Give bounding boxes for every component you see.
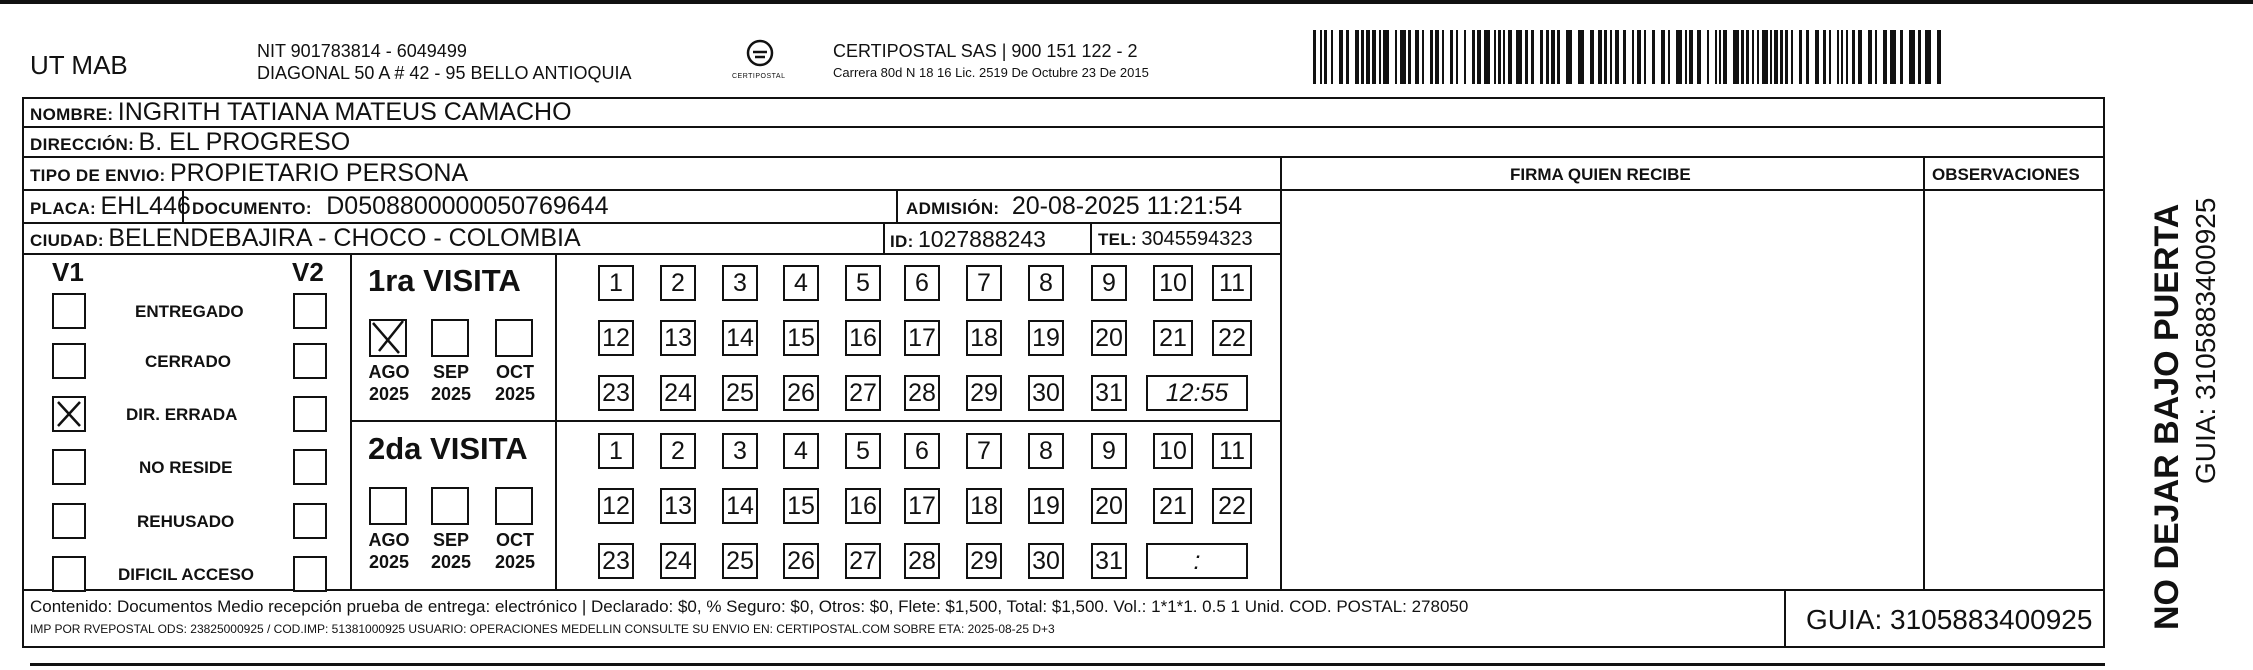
barcode-bar	[1841, 30, 1843, 84]
address-line: DIAGONAL 50 A # 42 - 95 BELLO ANTIOQUIA	[257, 63, 632, 83]
certipostal-logo	[728, 36, 792, 86]
status-v1-checkbox[interactable]	[52, 293, 86, 329]
barcode-bar	[1685, 30, 1687, 84]
visit2-day-box[interactable]: 10	[1153, 433, 1193, 469]
visit2-month-checkbox[interactable]	[495, 487, 533, 525]
visit2-day-box[interactable]: 27	[845, 543, 881, 579]
visit2-day-box[interactable]: 20	[1091, 488, 1127, 524]
barcode-bar	[1604, 30, 1607, 84]
barcode-bar	[1806, 30, 1809, 84]
visit1-year-label: 2025	[494, 384, 536, 404]
visit2-month-label: OCT	[496, 530, 534, 550]
visit2-month-label: SEP	[432, 530, 470, 550]
barcode-bar	[1823, 30, 1826, 84]
barcode	[1313, 30, 1943, 84]
barcode-bar	[1661, 30, 1665, 84]
visit1-day-box[interactable]: 10	[1153, 265, 1193, 301]
documento-value: D0508800000050769644	[326, 192, 609, 220]
barcode-bar	[1320, 30, 1322, 84]
visit2-year-label: 2025	[494, 552, 536, 572]
barcode-bar	[1774, 30, 1778, 84]
visit1-day-box[interactable]: 6	[904, 265, 940, 301]
barcode-bar	[1890, 30, 1896, 84]
barcode-bar	[1361, 30, 1364, 84]
row-line-3	[22, 189, 2105, 191]
barcode-bar	[1623, 30, 1626, 84]
id-value: 1027888243	[918, 226, 1046, 252]
barcode-bar	[1464, 30, 1466, 84]
visit1-day-box[interactable]: 31	[1091, 375, 1127, 411]
frame-left	[22, 97, 24, 648]
barcode-bar	[1339, 30, 1343, 84]
nombre-value: INGRITH TATIANA MATEUS CAMACHO	[117, 98, 572, 126]
visit1-day-box[interactable]: 16	[845, 320, 881, 356]
barcode-bar	[1313, 30, 1316, 84]
admision-label: ADMISIÓN:	[906, 199, 1000, 218]
admision-value: 20-08-2025 11:21:54	[1011, 192, 1243, 220]
visit1-day-box[interactable]: 22	[1212, 320, 1252, 356]
visit1-day-box[interactable]: 28	[904, 375, 940, 411]
barcode-bar	[1578, 30, 1584, 84]
visit2-title: 2da VISITA	[368, 431, 528, 466]
check-mark-icon	[369, 317, 413, 357]
visit2-day-box[interactable]: 3	[722, 433, 758, 469]
frame-right	[2103, 97, 2105, 648]
visit2-day-box[interactable]: 8	[1028, 433, 1064, 469]
visit1-time-box[interactable]: 12:55	[1146, 375, 1248, 411]
barcode-bar	[1472, 30, 1475, 84]
visit2-month-label: AGO	[368, 530, 410, 550]
visit2-day-box[interactable]: 13	[660, 488, 696, 524]
visit1-day-box[interactable]: 19	[1028, 320, 1064, 356]
barcode-bar	[1733, 30, 1739, 84]
barcode-bar	[1723, 30, 1727, 84]
barcode-bar	[1383, 30, 1389, 84]
visit1-day-box[interactable]: 29	[966, 375, 1002, 411]
visit2-day-box[interactable]: 5	[845, 433, 881, 469]
barcode-bar	[1746, 30, 1749, 84]
barcode-bar	[1757, 30, 1759, 84]
barcode-bar	[1791, 30, 1793, 84]
visit2-day-box[interactable]: 6	[904, 433, 940, 469]
col-obs-left	[1923, 156, 1925, 590]
barcode-bar	[1637, 30, 1641, 84]
barcode-bar	[1715, 30, 1717, 84]
visit2-day-box[interactable]: 24	[660, 543, 696, 579]
visit1-day-box[interactable]: 24	[660, 375, 696, 411]
row-line-2	[22, 156, 2105, 158]
visit2-day-box[interactable]: 4	[783, 433, 819, 469]
barcode-bar	[1937, 30, 1941, 84]
row-line-footer	[22, 589, 2105, 591]
visit2-day-box[interactable]: 11	[1212, 433, 1252, 469]
visit2-day-box[interactable]: 29	[966, 543, 1002, 579]
visit1-day-box[interactable]: 15	[783, 320, 819, 356]
visit1-day-box[interactable]: 30	[1028, 375, 1064, 411]
visit1-day-box[interactable]: 18	[966, 320, 1002, 356]
visit1-month-checkbox[interactable]	[431, 319, 469, 357]
col-tel-sep	[1090, 222, 1092, 254]
barcode-bar	[1925, 30, 1931, 84]
barcode-bar	[1435, 30, 1439, 84]
visit1-day-box[interactable]: 7	[966, 265, 1002, 301]
status-option-label: NO RESIDE	[139, 458, 233, 477]
col-admision-sep	[896, 189, 898, 223]
visit1-month-checkbox[interactable]	[369, 319, 407, 357]
side-warning: NO DEJAR BAJO PUERTA	[2148, 203, 2186, 630]
documento-label: DOCUMENTO:	[192, 199, 312, 218]
imp-line: IMP POR RVEPOSTAL ODS: 23825000925 / COD.IMP: 51381000925 USUARIO: OPERACIONES MEDELLIN CONSULTE SU ENVIO EN: CERTIPOSTAL.COM SOBRE ETA: 2025-08-25 D+3	[30, 622, 1055, 636]
visit2-day-box[interactable]: 16	[845, 488, 881, 524]
status-v1-checkbox[interactable]	[52, 396, 86, 432]
status-option-label: DIR. ERRADA	[126, 405, 238, 424]
barcode-bar	[1355, 30, 1359, 84]
visit1-day-box[interactable]: 17	[904, 320, 940, 356]
logo-caption: CERTIPOSTAL	[732, 73, 786, 80]
visit2-day-box[interactable]: 31	[1091, 543, 1127, 579]
barcode-bar	[1644, 30, 1646, 84]
barcode-bar	[1503, 30, 1505, 84]
status-option-label: ENTREGADO	[135, 302, 244, 321]
status-v2-checkbox[interactable]	[293, 396, 327, 432]
visit1-year-label: 2025	[430, 384, 472, 404]
barcode-bar	[1707, 30, 1709, 84]
visit2-day-box[interactable]: 1	[598, 433, 634, 469]
visit1-month-label: OCT	[496, 362, 534, 382]
barcode-bar	[1346, 30, 1349, 84]
status-v1-checkbox[interactable]	[52, 449, 86, 485]
col-id-sep	[883, 222, 885, 254]
barcode-bar	[1846, 30, 1848, 84]
barcode-bar	[1450, 30, 1453, 84]
visit2-day-box[interactable]: 22	[1212, 488, 1252, 524]
visit2-day-box[interactable]: 2	[660, 433, 696, 469]
visit1-day-box[interactable]: 1	[598, 265, 634, 301]
barcode-bar	[1498, 30, 1501, 84]
bottom-rule	[30, 663, 2105, 666]
visit2-day-box[interactable]: 23	[598, 543, 634, 579]
visit-divider	[350, 420, 1280, 422]
barcode-bar	[1852, 30, 1855, 84]
barcode-bar	[1697, 30, 1701, 84]
barcode-bar	[1652, 30, 1655, 84]
tipo-label: TIPO DE ENVIO:	[30, 166, 166, 185]
status-option-label: REHUSADO	[137, 512, 235, 531]
certipostal-line1: CERTIPOSTAL SAS | 900 151 122 - 2	[833, 41, 1138, 61]
visit1-day-box[interactable]: 23	[598, 375, 634, 411]
status-v2-checkbox[interactable]	[293, 293, 327, 329]
status-v2-checkbox[interactable]	[293, 503, 327, 539]
barcode-bar	[1331, 30, 1333, 84]
barcode-bar	[1741, 30, 1744, 84]
barcode-bar	[1858, 30, 1862, 84]
visit2-month-checkbox[interactable]	[369, 487, 407, 525]
barcode-bar	[1566, 30, 1572, 84]
status-v2-checkbox[interactable]	[293, 343, 327, 379]
barcode-bar	[1615, 30, 1619, 84]
barcode-bar	[1762, 30, 1768, 84]
barcode-bar	[1900, 30, 1903, 84]
side-guia: GUIA: 3105883400925	[2190, 197, 2221, 484]
visit2-day-box[interactable]: 28	[904, 543, 940, 579]
barcode-bar	[1875, 30, 1877, 84]
barcode-bar	[1770, 30, 1772, 84]
visit1-day-box[interactable]: 2	[660, 265, 696, 301]
barcode-bar	[1598, 30, 1602, 84]
barcode-bar	[1540, 30, 1543, 84]
visit2-day-box[interactable]: 14	[722, 488, 758, 524]
visit2-day-box[interactable]: 25	[722, 543, 758, 579]
top-rule	[0, 0, 2253, 4]
visit1-day-box[interactable]: 12	[598, 320, 634, 356]
barcode-bar	[1909, 30, 1915, 84]
status-option-label: DIFICIL ACCESO	[118, 565, 255, 584]
visit1-day-box[interactable]: 25	[722, 375, 758, 411]
barcode-bar	[1551, 30, 1555, 84]
visit1-day-box[interactable]: 8	[1028, 265, 1064, 301]
certipostal-line2: Carrera 80d N 18 16 Lic. 2519 De Octubre 23 De 2015	[833, 65, 1149, 80]
status-option-label: CERRADO	[145, 352, 231, 371]
tel-value: 3045594323	[1141, 228, 1253, 250]
visit2-year-label: 2025	[368, 552, 410, 572]
nit-line: NIT 901783814 - 6049499	[257, 41, 467, 61]
id-label: ID:	[890, 232, 914, 251]
barcode-bar	[1883, 30, 1887, 84]
visit1-day-box[interactable]: 4	[783, 265, 819, 301]
barcode-bar	[1531, 30, 1534, 84]
direccion-label: DIRECCIÓN:	[30, 135, 135, 154]
visit1-title: 1ra VISITA	[368, 263, 521, 298]
barcode-bar	[1366, 30, 1370, 84]
tipo-value: PROPIETARIO PERSONA	[169, 159, 469, 187]
visit2-day-box[interactable]: 19	[1028, 488, 1064, 524]
placa-value: EHL446	[100, 192, 191, 220]
barcode-bar	[1456, 30, 1458, 84]
visit1-day-box[interactable]: 21	[1153, 320, 1193, 356]
visit1-month-label: AGO	[368, 362, 410, 382]
visit1-day-box[interactable]: 3	[722, 265, 758, 301]
barcode-bar	[1780, 30, 1783, 84]
barcode-bar	[1829, 30, 1831, 84]
barcode-bar	[1837, 30, 1839, 84]
barcode-bar	[1815, 30, 1819, 84]
barcode-bar	[1590, 30, 1594, 84]
barcode-bar	[1484, 30, 1490, 84]
col-guia-sep	[1784, 589, 1786, 647]
barcode-bar	[1785, 30, 1788, 84]
barcode-bar	[1719, 30, 1721, 84]
barcode-bar	[1752, 30, 1754, 84]
barcode-bar	[1477, 30, 1481, 84]
barcode-bar	[1546, 30, 1549, 84]
visit1-day-box[interactable]: 14	[722, 320, 758, 356]
visit1-month-checkbox[interactable]	[495, 319, 533, 357]
frame-bottom	[22, 646, 2105, 648]
visit2-day-box[interactable]: 26	[783, 543, 819, 579]
visit2-time-box[interactable]: :	[1146, 543, 1248, 579]
visit1-day-box[interactable]: 11	[1212, 265, 1252, 301]
barcode-bar	[1400, 30, 1406, 84]
col-firma-left	[1280, 156, 1282, 590]
placa-label: PLACA:	[30, 199, 97, 218]
v2-label: V2	[292, 257, 324, 287]
barcode-bar	[1494, 30, 1496, 84]
visit2-month-checkbox[interactable]	[431, 487, 469, 525]
visit1-month-label: SEP	[432, 362, 470, 382]
barcode-bar	[1415, 30, 1419, 84]
contenido-line: Contenido: Documentos Medio recepción prueba de entrega: electrónico | Declarado: $0, % Seguro: $0, Otros: $0, Flete: $1,500, Total: $1,500. Vol.: 1*1*1. 0.5 1 Unid. COD. POSTAL: 278050	[30, 597, 1469, 616]
status-v2-checkbox[interactable]	[293, 449, 327, 485]
barcode-bar	[1689, 30, 1693, 84]
barcode-bar	[1516, 30, 1522, 84]
visit2-day-box[interactable]: 12	[598, 488, 634, 524]
visit1-year-label: 2025	[368, 384, 410, 404]
visit1-day-box[interactable]: 5	[845, 265, 881, 301]
visit2-day-box[interactable]: 18	[966, 488, 1002, 524]
observaciones-header: OBSERVACIONES	[1932, 165, 2080, 184]
barcode-bar	[1408, 30, 1411, 84]
barcode-bar	[1557, 30, 1560, 84]
status-v1-checkbox[interactable]	[52, 343, 86, 379]
barcode-bar	[1372, 30, 1376, 84]
barcode-bar	[1430, 30, 1433, 84]
visit1-day-box[interactable]: 13	[660, 320, 696, 356]
barcode-bar	[1799, 30, 1802, 84]
visit2-day-box[interactable]: 21	[1153, 488, 1193, 524]
check-x-icon	[54, 398, 84, 430]
barcode-bar	[1508, 30, 1512, 84]
visit2-day-box[interactable]: 7	[966, 433, 1002, 469]
barcode-bar	[1632, 30, 1634, 84]
barcode-bar	[1379, 30, 1381, 84]
status-v2-checkbox[interactable]	[293, 556, 327, 592]
status-v1-checkbox[interactable]	[52, 556, 86, 592]
ciudad-label: CIUDAD:	[30, 231, 104, 250]
barcode-bar	[1868, 30, 1872, 84]
barcode-bar	[1676, 30, 1682, 84]
company-name: UT MAB	[30, 50, 128, 80]
barcode-bar	[1918, 30, 1921, 84]
nombre-label: NOMBRE:	[30, 105, 114, 124]
footer-guia: GUIA: 3105883400925	[1806, 604, 2093, 635]
barcode-bar	[1422, 30, 1424, 84]
visit1-day-box[interactable]: 20	[1091, 320, 1127, 356]
barcode-bar	[1324, 30, 1327, 84]
visit1-day-box[interactable]: 27	[845, 375, 881, 411]
visit1-day-box[interactable]: 26	[783, 375, 819, 411]
status-v1-checkbox[interactable]	[52, 503, 86, 539]
barcode-bar	[1525, 30, 1528, 84]
visit2-day-box[interactable]: 15	[783, 488, 819, 524]
barcode-bar	[1395, 30, 1397, 84]
visit2-day-box[interactable]: 17	[904, 488, 940, 524]
visit2-year-label: 2025	[430, 552, 472, 572]
firma-header: FIRMA QUIEN RECIBE	[1510, 165, 1691, 184]
ciudad-value: BELENDEBAJIRA - CHOCO - COLOMBIA	[108, 224, 581, 252]
barcode-bar	[1610, 30, 1612, 84]
visit2-day-box[interactable]: 9	[1091, 433, 1127, 469]
v1-label: V1	[52, 257, 84, 287]
barcode-bar	[1668, 30, 1670, 84]
barcode-bar	[1442, 30, 1444, 84]
direccion-value: B. EL PROGRESO	[138, 128, 351, 156]
visit1-day-box[interactable]: 9	[1091, 265, 1127, 301]
tel-label: TEL:	[1098, 230, 1137, 249]
visit2-day-box[interactable]: 30	[1028, 543, 1064, 579]
